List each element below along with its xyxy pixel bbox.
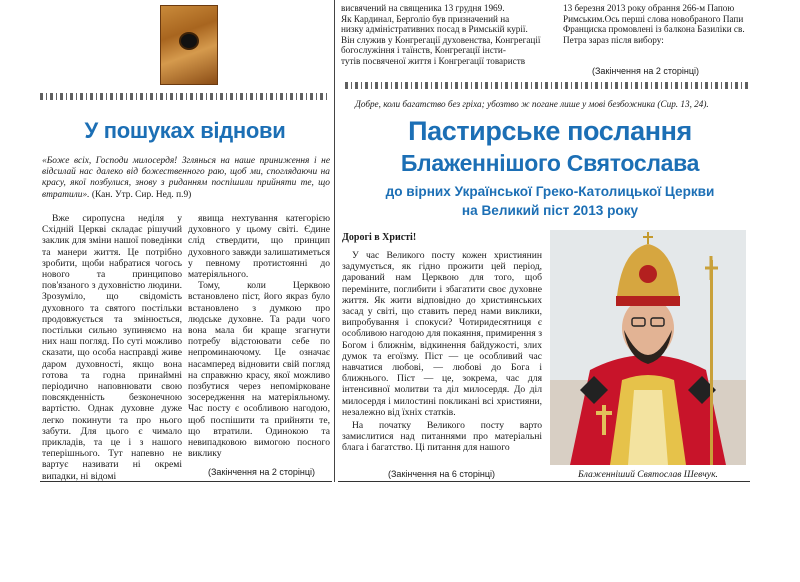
greeting: Дорогі в Христі!: [342, 232, 417, 243]
photo-caption: Блаженніший Святослав Шевчук.: [578, 469, 718, 480]
icon-dark-center: [181, 34, 197, 48]
top-right-line: Франциска промовлені із балкона Базиліки св.: [563, 24, 745, 35]
epigraph-source: (Кан. Утр. Сир. Нед. п.9): [91, 189, 192, 200]
patriarch-photo-illustration: [550, 230, 746, 465]
ornament-left: [40, 93, 330, 100]
left-article-col2: [188, 213, 330, 459]
epigraph-text: «Боже всіх, Господи милосердя! Зглянься на наше приниження і не відсилай нас далеко від божественного раю, щоб ми, споглядаючи на красу, якої позбулися, знову з риданням поспішили прийняти те, що втратили».: [42, 156, 330, 200]
top-middle-line: богослужіння і таїнств, Конгрегації інсти-: [341, 45, 506, 56]
top-middle-line: тутів посвяченої життя і Конгрегації товариств: [341, 55, 526, 66]
top-middle-line: висвячений на священика 13 грудня 1969.: [341, 3, 505, 13]
top-middle-line: низку адміністративних посад в Римській курії.: [341, 24, 528, 35]
quote-strip: Добре, коли багатство без гріха; убозтво ж погане лише у мові безбожника (Сир. 13, 24).: [355, 99, 709, 109]
main-article-body: [342, 250, 542, 454]
top-right-line: Римським.Ось перші слова новобраного Папи: [563, 13, 744, 24]
top-right-column: [563, 3, 753, 45]
main-article-title-line1: Пастирське послання: [408, 116, 692, 146]
paragraph: На початку Великого посту варто замислитися над питаннями про матеріальні блага і багатство. Ці питання для нашого: [342, 420, 542, 454]
bottom-rule-left: [40, 481, 332, 482]
paragraph: Вже сиропусна неділя у Східній Церкві складає рішучий заклик для зміни нашої поведінки та манери життя. Це потрібно зробити, щоби набратися чогось нового та принципово пов'язаного з духовністю людини. Зрозуміло, що свідомість духовного та святого постільки продовжується та змінюється, постільки сильно зупиняємо на них наш погляд. По суті можливо сказати, що особа насправді живе даром духовності, якщо вона готова та годна принаймні періодично наповнювати свою повсякденність безконечною вартістю. Однак духовне дуже легко покинути та про нього забути. Для цього є чимало прикладів, та це і з нашого теперішнього. Тут напевно не вартує називати ні окремі випадки, ні відомі: [42, 213, 182, 482]
main-article-subtitle-line1: до вірних Української Греко-Католицької Церкви: [385, 184, 715, 199]
left-article-epigraph: [42, 156, 330, 201]
paragraph: явища нехтування категорією духовного у цьому світі. Єдине слід ствердити, що принцип духовного завжди залишатиметься у певному протистоянні до матеріяльного.: [188, 213, 330, 281]
left-article-col1: [42, 213, 182, 482]
top-middle-line: Як Кардинал, Берголіо був призначений на: [341, 13, 510, 24]
top-right-line: 13 березня 2013 року обрання 266-м Папою: [563, 3, 735, 13]
left-article-title: У пошуках віднови: [84, 118, 286, 143]
left-article-continuation: (Закінчення на 2 сторінці): [208, 467, 315, 477]
ornament-right: [345, 82, 750, 89]
paragraph: У час Великого посту кожен християнин задумується, як гідно прожити цей період, дарований нам Церквою для того, щоб переміните, поглибити і збагатити своє духовне життя. Як жити відповідно до християнських засад у світі, що ставить перед нами виклики, випробування і спокуси? Чотиридесятниця є особливою нагодою для покаяння, примирення з Богом і ближнім, відкинення байдужості, злих думок та егоїзму. Піст — це особливий час навчатися любові, — любові до Бога і ближнього. Піст — це, зокрема, час для інтенсивної молитви та діл милосердя. До діл милосердя і милостині покликані всі християни, незалежно від їхніх статків.: [342, 250, 542, 418]
bottom-rule-right: [338, 481, 750, 482]
main-article-subtitle-line2: на Великий піст 2013 року: [461, 203, 639, 218]
column-divider: [334, 0, 335, 482]
main-article-continuation: (Закінчення на 6 сторінці): [388, 469, 495, 479]
top-right-continuation: (Закінчення на 2 сторінці): [592, 66, 699, 76]
top-middle-line: Він служив у Конгрегації духовенства, Конгрегації: [341, 34, 541, 45]
top-middle-column: [341, 3, 541, 67]
patriarch-photo: [550, 230, 746, 465]
icon-painting-image: [160, 5, 218, 85]
top-right-line: Петра зараз після вибору:: [563, 34, 664, 45]
paragraph: Тому, коли Церквою встановлено піст, його якраз було встановлено з думкою про людське духовне. Та ради чого вона мала би краще згагнути потребу відстоювати себе по непроминаючому. Це означає насамперед відновити свій погляд на справжню красу, якої можливо позбутися через непомірковане зосередження на матеріяльному. Час посту є особливою нагодою, щоб поспішити та прийняти те, що втратили. Одинокою та невипадковою вимогою посного виклику: [188, 280, 330, 460]
main-article-title-line2: Блаженнішого Святослава: [400, 150, 700, 176]
